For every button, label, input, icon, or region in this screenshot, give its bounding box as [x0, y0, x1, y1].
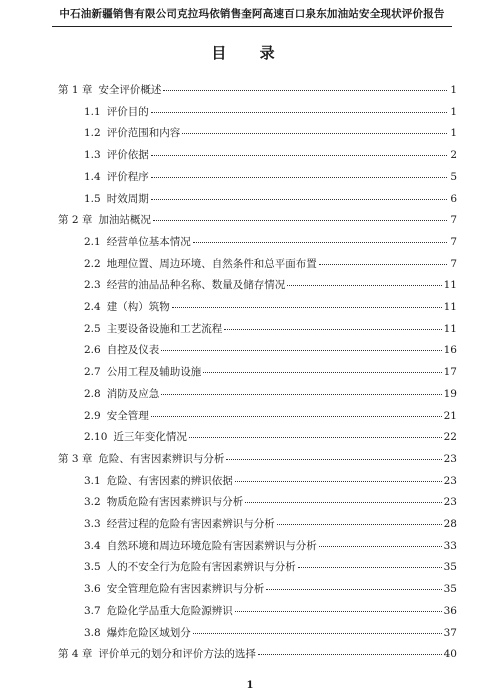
toc-entry-number: 2.10 [84, 431, 108, 444]
toc-dot-leader [151, 416, 442, 417]
toc-entry-page: 11 [443, 279, 457, 292]
toc-entry-number: 第 4 章 [58, 648, 93, 661]
toc-entry-number: 2.5 [84, 322, 101, 335]
toc-chapter-entry[interactable] [58, 82, 457, 97]
toc-entry-page: 33 [443, 539, 457, 552]
toc-dot-leader [151, 177, 447, 178]
toc-entry-title: 评价程序 [106, 170, 149, 183]
toc-section-entry[interactable] [84, 625, 457, 640]
toc-entry-page: 16 [443, 344, 457, 357]
toc-entry-title: 近三年变化情况 [113, 431, 187, 444]
toc-dot-leader [245, 502, 441, 503]
toc-entry-title: 评价目的 [106, 105, 149, 118]
toc-entry-number: 第 3 章 [58, 452, 93, 465]
toc-section-entry[interactable] [84, 364, 457, 379]
toc-entry-page: 17 [443, 366, 457, 379]
toc-entry-title: 自控及仪表 [106, 344, 160, 357]
toc-section-entry[interactable] [84, 494, 457, 509]
toc-entry-number: 1.4 [84, 170, 101, 183]
toc-entry-number: 3.3 [84, 518, 101, 530]
toc-entry-title: 安全管理 [106, 409, 149, 422]
toc-entry-number: 3.7 [84, 604, 101, 617]
toc-entry-title: 经营单位基本情况 [106, 235, 191, 248]
toc-dot-leader [235, 611, 442, 612]
toc-entry-title: 人的不安全行为危险有害因素辨识与分析 [106, 561, 296, 574]
toc-section-entry[interactable] [84, 147, 457, 162]
toc-entry-title: 经营的油品品种名称、数量及储存情况 [106, 279, 286, 292]
toc-entry-number: 1.5 [84, 192, 101, 205]
toc-entry-title: 自然环境和周边环境危险有害因素辨识与分析 [106, 539, 317, 552]
toc-entry-page: 6 [450, 192, 457, 205]
toc-entry-title: 危险化学品重大危险源辨识 [106, 604, 233, 617]
toc-entry-number: 2.7 [84, 366, 101, 379]
toc-section-entry[interactable] [84, 125, 457, 140]
toc-entry-page: 23 [443, 452, 457, 465]
toc-entry-title: 安全管理危险有害因素辨识与分析 [106, 583, 265, 596]
toc-entry-number: 1.2 [84, 127, 101, 140]
toc-dot-leader [151, 199, 447, 200]
toc-section-entry[interactable] [84, 581, 457, 596]
toc-section-entry[interactable] [84, 299, 457, 314]
toc-section-entry[interactable] [84, 321, 457, 336]
toc-entry-title: 评价单元的划分和评价方法的选择 [98, 648, 256, 661]
toc-section-entry[interactable] [84, 277, 457, 292]
toc-entry-page: 28 [443, 518, 457, 530]
toc-entry-title: 经营过程的危险有害因素辨识与分析 [106, 518, 275, 530]
toc-section-entry[interactable] [84, 538, 457, 553]
toc-entry-number: 3.6 [84, 583, 101, 596]
toc-section-entry[interactable] [84, 429, 457, 444]
toc-dot-leader [161, 394, 441, 395]
toc-section-entry[interactable] [84, 473, 457, 488]
toc-entry-number: 2.4 [84, 301, 101, 313]
toc-dot-leader [151, 155, 447, 156]
toc-entry-number: 1.1 [84, 105, 101, 118]
page-number: 1 [246, 680, 254, 691]
toc-dot-leader [182, 133, 447, 134]
toc-entry-page: 1 [450, 105, 457, 118]
toc-entry-page: 40 [443, 648, 457, 661]
toc-entry-page: 23 [443, 474, 457, 487]
toc-dot-leader [319, 264, 447, 265]
toc-dot-leader [172, 307, 442, 308]
toc-dot-leader [193, 633, 442, 634]
toc-entry-page: 1 [450, 127, 457, 140]
toc-dot-leader [151, 112, 447, 113]
toc-entry-title: 评价依据 [106, 149, 149, 162]
toc-entry-page: 21 [443, 409, 457, 422]
toc-entry-number: 第 2 章 [58, 214, 93, 227]
toc-entry-page: 35 [443, 583, 457, 596]
toc-entry-number: 3.2 [84, 496, 101, 509]
toc-chapter-entry[interactable] [58, 212, 457, 227]
toc-entry-title: 建（构）筑物 [106, 301, 170, 313]
toc-dot-leader [163, 90, 447, 91]
toc-entry-title: 加油站概况 [98, 214, 151, 227]
toc-dot-leader [258, 654, 442, 655]
toc-section-entry[interactable] [84, 516, 457, 531]
toc-entry-page: 11 [443, 301, 457, 313]
toc-section-entry[interactable] [84, 559, 457, 574]
toc-dot-leader [193, 242, 447, 243]
toc-entry-title: 危险、有害因素的辨识依据 [106, 474, 233, 487]
toc-dot-leader [189, 437, 442, 438]
toc-entry-title: 爆炸危险区域划分 [106, 626, 191, 639]
page-title: 目 录 [211, 44, 289, 62]
toc-entry-page: 35 [443, 561, 457, 574]
toc-entry-page: 2 [450, 149, 457, 162]
toc-entry-number: 3.4 [84, 539, 101, 552]
toc-entry-page: 5 [450, 170, 457, 183]
toc-dot-leader [277, 524, 442, 525]
toc-entry-page: 19 [443, 387, 457, 400]
toc-section-entry[interactable] [84, 234, 457, 249]
toc-section-entry[interactable] [84, 342, 457, 357]
toc-entry-number: 2.2 [84, 257, 101, 270]
toc-entry-page: 7 [450, 214, 457, 227]
toc-section-entry[interactable] [84, 104, 457, 119]
toc-entry-title: 消防及应急 [106, 387, 160, 400]
toc-entry-title: 物质危险有害因素辨识与分析 [106, 496, 244, 509]
toc-entry-page: 36 [443, 604, 457, 617]
toc-dot-leader [319, 546, 442, 547]
toc-entry-page: 7 [450, 235, 457, 248]
toc-entry-page: 22 [443, 431, 457, 444]
toc-entry-page: 23 [443, 496, 457, 509]
toc-entry-title: 地理位置、周边环境、自然条件和总平面布置 [106, 257, 317, 270]
page-header: 中石油新疆销售有限公司克拉玛依销售奎阿高速百口泉东加油站安全现状评价报告 [52, 6, 452, 27]
toc-entry-number: 3.5 [84, 561, 101, 574]
toc-entry-page: 1 [450, 84, 457, 96]
toc-section-entry[interactable] [84, 191, 457, 206]
toc-entry-title: 主要设备设施和工艺流程 [106, 322, 223, 335]
toc-section-entry[interactable] [84, 169, 457, 184]
toc-dot-leader [153, 220, 447, 221]
toc-entry-number: 1.3 [84, 149, 101, 162]
toc-dot-leader [224, 329, 441, 330]
toc-dot-leader [298, 567, 442, 568]
toc-section-entry[interactable] [84, 386, 457, 401]
toc-section-entry[interactable] [84, 603, 457, 618]
toc-entry-page: 11 [443, 322, 457, 335]
toc-chapter-entry[interactable] [58, 451, 457, 466]
toc-entry-number: 第 1 章 [58, 84, 93, 96]
toc-dot-leader [235, 481, 442, 482]
toc-entry-page: 7 [450, 257, 457, 270]
toc-dot-leader [203, 372, 441, 373]
toc-dot-leader [226, 459, 441, 460]
toc-entry-title: 安全评价概述 [98, 84, 162, 96]
toc-entry-page: 37 [443, 626, 457, 639]
toc-entry-title: 时效周期 [106, 192, 149, 205]
toc-entry-number: 2.8 [84, 387, 101, 400]
toc-entry-number: 3.8 [84, 626, 101, 639]
toc-dot-leader [161, 350, 441, 351]
toc-entry-number: 2.1 [84, 235, 101, 248]
toc-entry-title: 评价范围和内容 [106, 127, 181, 140]
toc-entry-title: 公用工程及辅助设施 [106, 366, 202, 379]
toc-chapter-entry[interactable] [58, 646, 457, 661]
toc-dot-leader [287, 285, 441, 286]
toc-section-entry[interactable] [84, 408, 457, 423]
toc-entry-number: 2.6 [84, 344, 101, 357]
toc-dot-leader [266, 589, 441, 590]
toc-entry-number: 3.1 [84, 474, 101, 487]
toc-entry-title: 危险、有害因素辨识与分析 [98, 452, 225, 465]
toc-entry-number: 2.3 [84, 279, 101, 292]
toc-entry-number: 2.9 [84, 409, 101, 422]
toc-section-entry[interactable] [84, 256, 457, 271]
